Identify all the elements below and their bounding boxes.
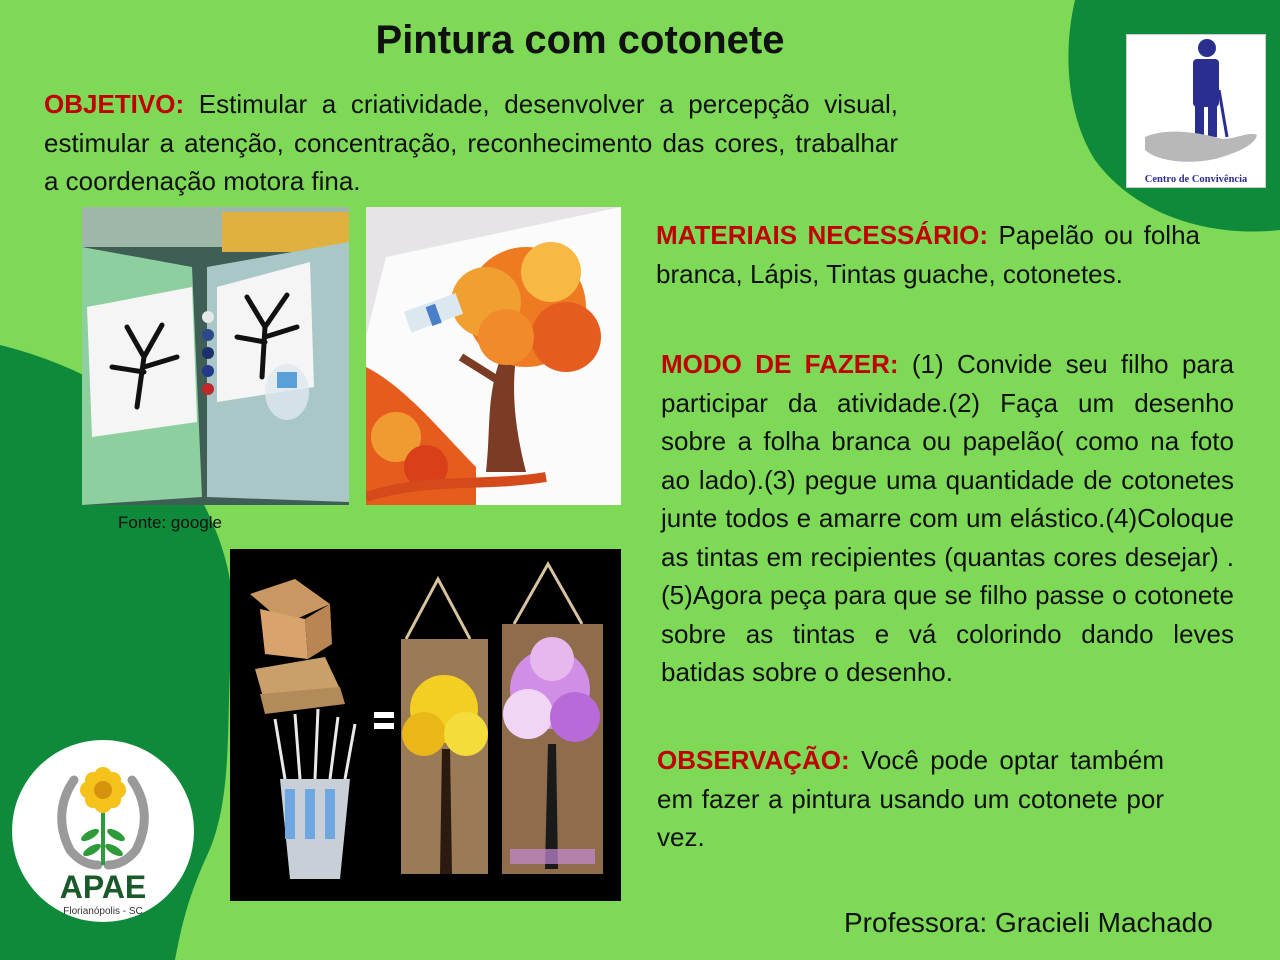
observacao-paragraph <box>657 741 1164 857</box>
objetivo-label: OBJETIVO: <box>44 89 185 119</box>
objetivo-text: Estimular a criatividade, desenvolver a percepção visual, estimular a atenção, concentração, reconhecimento das cores, trabalhar a coordenação motora fina. <box>44 89 898 196</box>
modo-paragraph <box>661 345 1234 692</box>
corner-logo-caption: Centro de Convivência <box>1144 174 1248 185</box>
flower-hands-icon <box>12 740 194 922</box>
objetivo-paragraph <box>44 85 898 201</box>
modo-label: MODO DE FAZER: <box>661 349 899 379</box>
materiais-label: MATERIAIS NECESSÁRIO: <box>656 220 989 250</box>
photo-materials-equation <box>230 549 621 901</box>
centro-convivencia-logo <box>1126 34 1266 188</box>
apae-logo <box>12 740 194 922</box>
photo-tree-drawings <box>82 207 349 505</box>
fonte-caption: Fonte: google <box>118 513 222 532</box>
apae-location: Florianópolis - SC <box>63 906 143 917</box>
elderly-person-hand-icon <box>1127 35 1265 187</box>
observacao-label: OBSERVAÇÃO: <box>657 745 850 775</box>
materiais-text: Papelão ou folha branca, Lápis, Tintas guache, cotonetes. <box>656 220 1200 289</box>
photo-autumn-tree <box>366 207 621 505</box>
modo-text: (1) Convide seu filho para participar da atividade.(2) Faça um desenho sobre a folha branca ou papelão( como na foto ao lado).(3) pegue uma quantidade de cotonetes junte todos e amarre com um elástico.(4)Coloque as tintas em recipientes (quantas cores desejar) .(5)Agora peça para que se filho passe o cotonete sobre as tintas e vá colorindo dando leves batidas sobre o desenho. <box>661 349 1234 687</box>
page-title: Pintura com cotonete <box>375 18 785 62</box>
professora-credit: Professora: Gracieli Machado <box>844 907 1213 938</box>
materiais-paragraph <box>656 216 1200 293</box>
apae-name: APAE <box>59 869 147 905</box>
observacao-text: Você pode optar também em fazer a pintura usando um cotonete por vez. <box>657 745 1164 852</box>
